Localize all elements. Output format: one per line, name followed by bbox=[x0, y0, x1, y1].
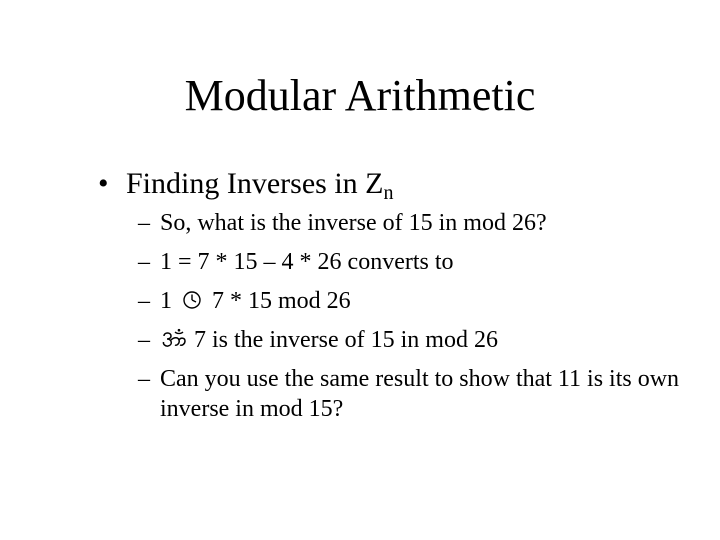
sub-bullet-exercise bbox=[138, 364, 698, 424]
sub-bullet-text: Can you use the same result to show that 11 is its own inverse in mod 15? bbox=[160, 366, 680, 422]
sub-bullet-text: So, what is the inverse of 15 in mod 26? bbox=[160, 210, 547, 236]
bullet-marker: • bbox=[98, 167, 109, 200]
conclusion-text: 7 is the inverse of 15 in mod 26 bbox=[194, 327, 498, 353]
main-bullet-subscript: n bbox=[383, 182, 394, 204]
sub-bullet-text bbox=[160, 286, 698, 316]
dash-marker: – bbox=[138, 366, 150, 392]
sub-bullet-text bbox=[160, 325, 698, 355]
congruence-rhs: 7 * 15 mod 26 bbox=[212, 288, 351, 314]
sub-bullet-list bbox=[138, 208, 698, 433]
sub-bullet-equation bbox=[138, 247, 698, 277]
sub-bullet-congruence bbox=[138, 286, 698, 316]
sub-bullet-question bbox=[138, 208, 698, 238]
dash-marker: – bbox=[138, 327, 150, 353]
sub-bullet-conclusion bbox=[138, 325, 698, 355]
main-bullet bbox=[98, 166, 393, 202]
dash-marker: – bbox=[138, 249, 150, 275]
clock-congruence-icon bbox=[178, 289, 206, 311]
sub-bullet-text: 1 = 7 * 15 – 4 * 26 converts to bbox=[160, 249, 454, 275]
dash-marker: – bbox=[138, 288, 150, 314]
congruence-lhs: 1 bbox=[160, 288, 172, 314]
slide-title: Modular Arithmetic bbox=[184, 71, 536, 120]
main-bullet-text: Finding Inverses in Z bbox=[126, 167, 384, 200]
om-symbol-icon bbox=[160, 328, 188, 350]
dash-marker: – bbox=[138, 210, 150, 236]
